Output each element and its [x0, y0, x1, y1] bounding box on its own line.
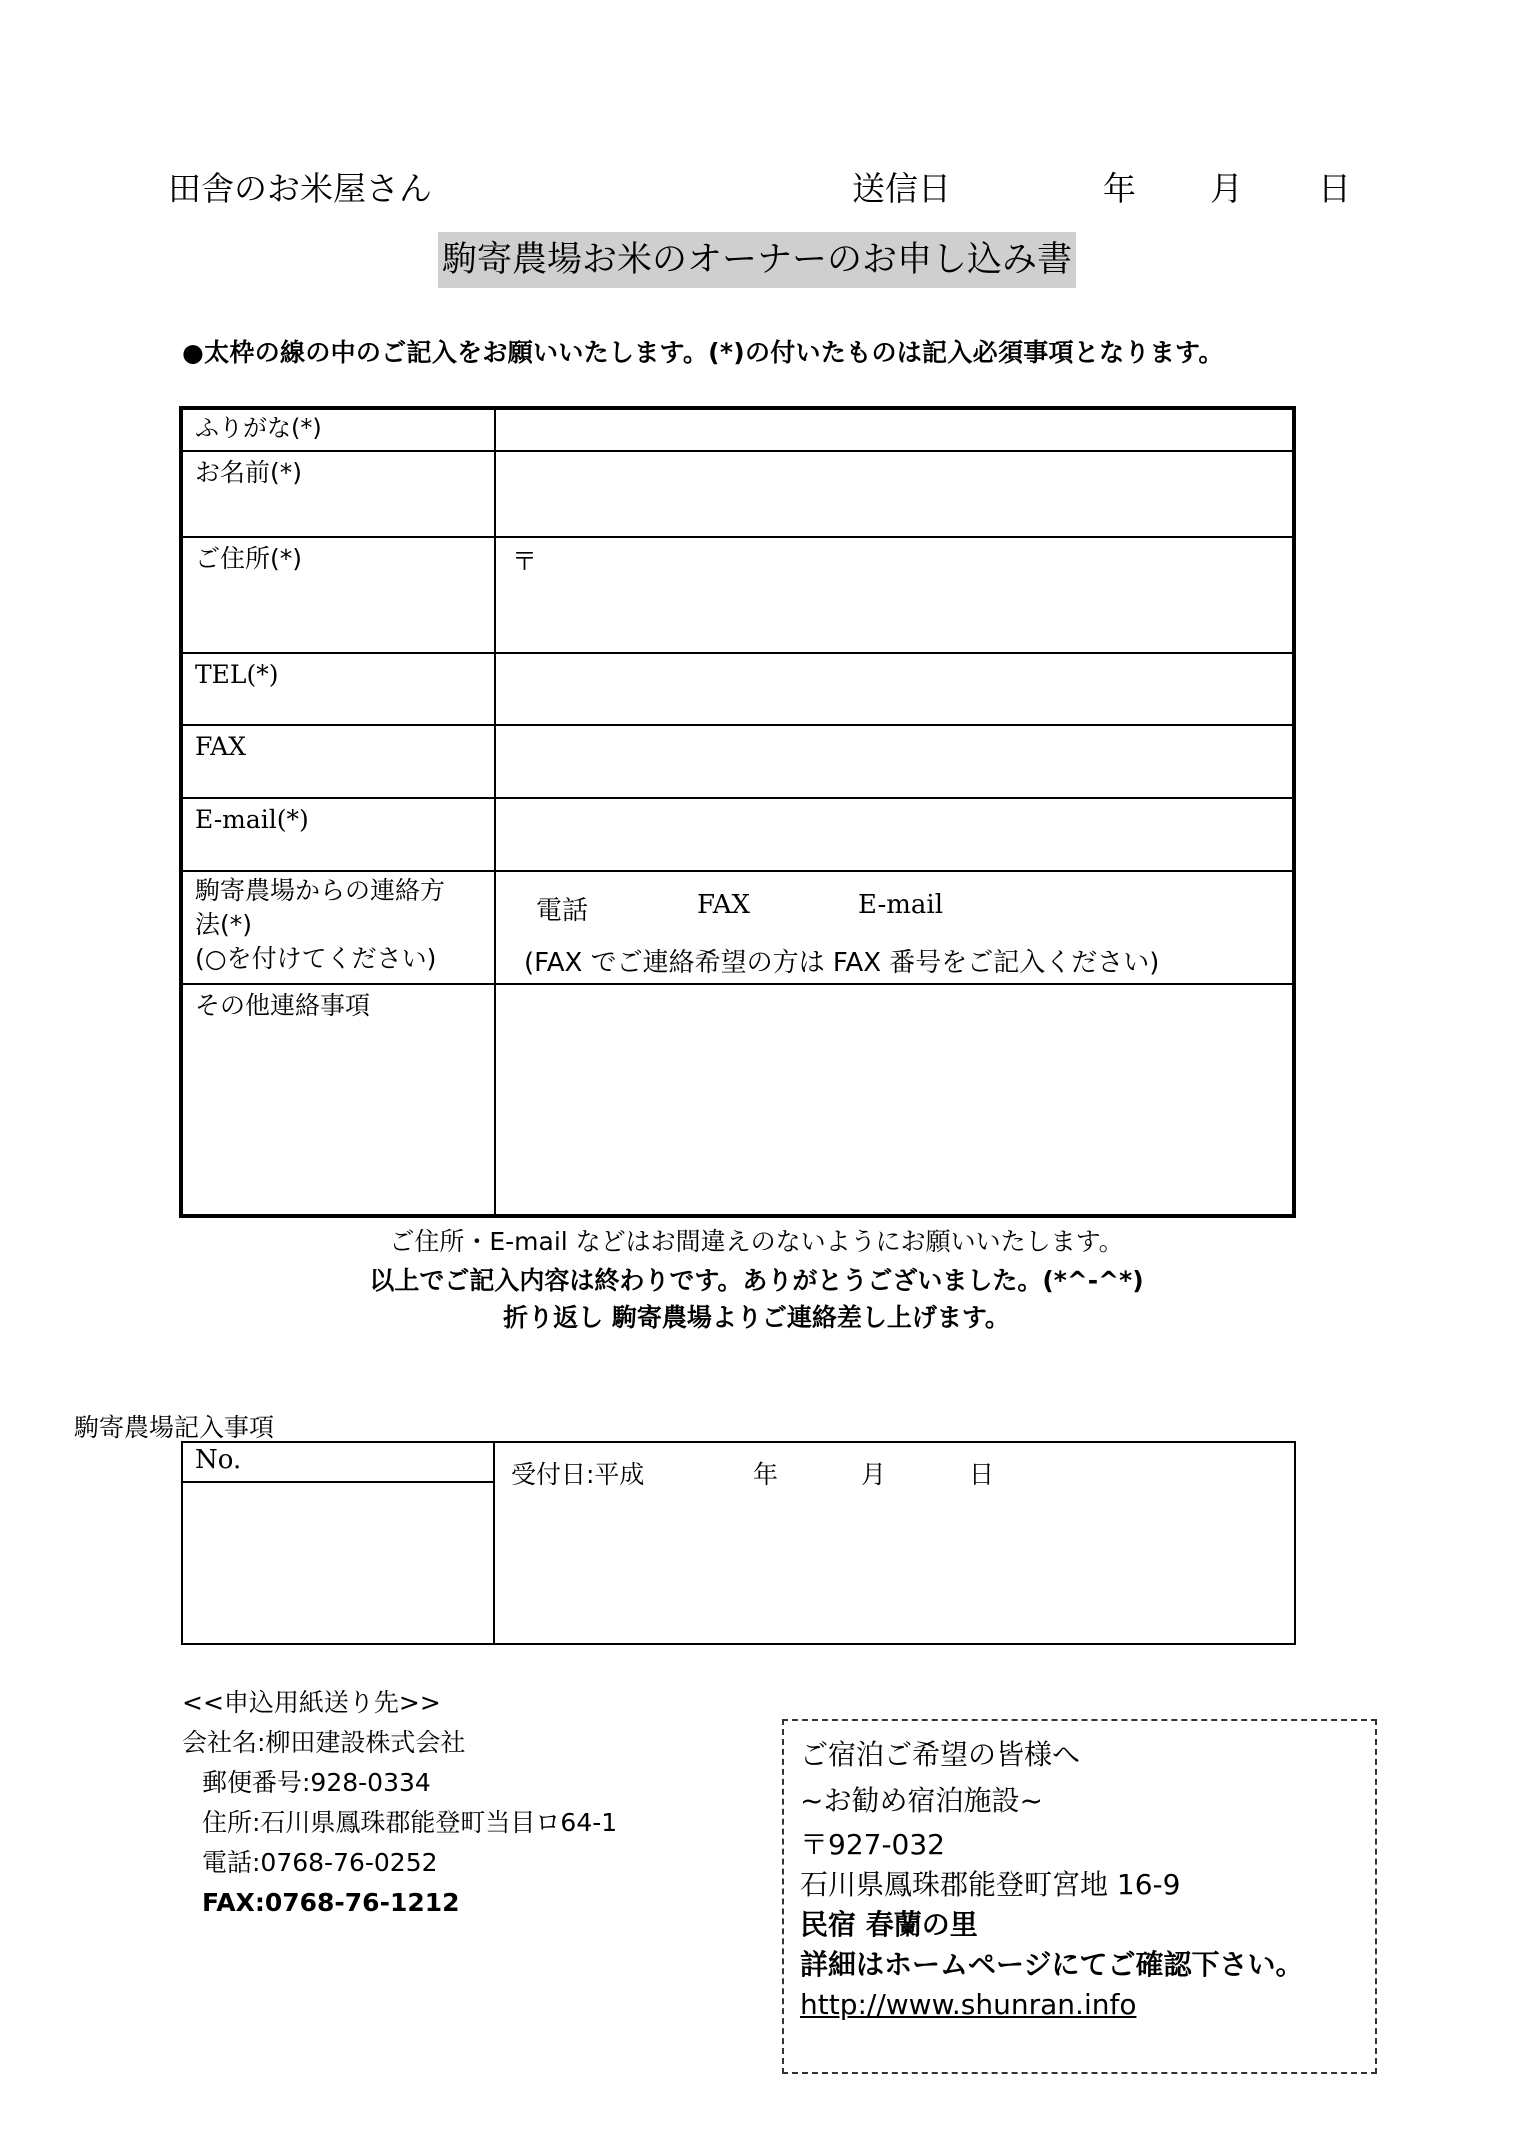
other-field[interactable]: [496, 985, 1292, 1214]
email-field[interactable]: [496, 799, 1292, 870]
sendto-phone: 電話:0768-76-0252: [202, 1848, 438, 1877]
other-label: その他連絡事項: [183, 985, 496, 1214]
send-date-day-label: 日: [1318, 169, 1351, 208]
office-no-column: [183, 1443, 495, 1643]
note-check-input: ご住所・E-mail などはお間違えのないようにお願いいたします。: [389, 1227, 1124, 1256]
lodging-heading: ご宿泊ご希望の皆様へ: [800, 1738, 1081, 1771]
contact-method-label: [183, 872, 496, 983]
furigana-label: ふりがな(*): [183, 410, 496, 450]
office-received-year: 年: [753, 1460, 779, 1489]
row-other: [183, 985, 1292, 1214]
sendto-company: 会社名:柳田建設株式会社: [182, 1728, 466, 1757]
sendto-postal: 郵便番号:928-0334: [202, 1768, 431, 1797]
instruction-text: ●太枠の線の中のご記入をお願いいたします。(*)の付いたものは記入必須事項となります。: [182, 338, 1224, 367]
note-thanks: 以上でご記入内容は終わりです。ありがとうございました。(*^-^*): [369, 1266, 1144, 1295]
contact-method-note: (FAX でご連絡希望の方は FAX 番号をご記入ください): [524, 948, 1160, 978]
row-furigana: [183, 410, 1292, 452]
shop-name: 田舎のお米屋さん: [168, 169, 432, 208]
postal-mark: 〒: [512, 547, 538, 576]
tel-field[interactable]: [496, 654, 1292, 724]
sendto-fax: FAX:0768-76-1212: [202, 1888, 460, 1917]
lodging-postal: 〒927-032: [800, 1828, 945, 1861]
row-email: [183, 799, 1292, 872]
note-reply: 折り返し 駒寄農場よりご連絡差し上げます。: [503, 1303, 1010, 1332]
office-received-label: 受付日:平成: [511, 1460, 645, 1489]
row-tel: [183, 654, 1292, 726]
send-date-month-label: 月: [1210, 169, 1243, 208]
contact-method-field[interactable]: [496, 872, 1292, 983]
lodging-details: 詳細はホームページにてご確認下さい。: [800, 1948, 1304, 1981]
row-address: [183, 538, 1292, 654]
lodging-url-link[interactable]: http://www.shunran.info: [800, 1988, 1137, 2021]
address-label: ご住所(*): [183, 538, 496, 652]
office-received-month: 月: [861, 1460, 887, 1489]
lodging-box: [782, 1719, 1377, 2074]
form-title: 駒寄農場お米のオーナーのお申し込み書: [438, 232, 1076, 288]
tel-label: TEL(*): [183, 654, 496, 724]
row-fax: [183, 726, 1292, 799]
sendto-heading: <<申込用紙送り先>>: [182, 1688, 441, 1717]
furigana-field[interactable]: [496, 410, 1292, 450]
send-date-year-label: 年: [1103, 169, 1136, 208]
contact-option-phone[interactable]: 電話: [536, 896, 589, 926]
application-form-table: [179, 406, 1296, 1218]
name-label: お名前(*): [183, 452, 496, 536]
row-contact-method: [183, 872, 1292, 985]
office-use-table: [181, 1441, 1296, 1645]
contact-method-label-line3: (○を付けてください): [195, 944, 437, 973]
lodging-name: 民宿 春蘭の里: [800, 1908, 978, 1941]
fax-label: FAX: [183, 726, 496, 797]
office-received-day: 日: [969, 1460, 995, 1489]
contact-method-label-line1: 駒寄農場からの連絡方: [195, 876, 446, 905]
row-name: [183, 452, 1292, 538]
email-label: E-mail(*): [183, 799, 496, 870]
name-field[interactable]: [496, 452, 1292, 536]
sendto-block: [182, 1683, 617, 1923]
send-date-label: 送信日: [852, 169, 951, 208]
office-no-header: No.: [183, 1443, 493, 1483]
contact-option-email[interactable]: E-mail: [858, 890, 944, 920]
address-field[interactable]: [496, 538, 1292, 652]
lodging-subheading: ~お勧め宿泊施設~: [800, 1784, 1043, 1817]
contact-option-fax[interactable]: FAX: [697, 890, 751, 920]
contact-method-label-line2: 法(*): [195, 910, 253, 939]
sendto-address: 住所:石川県鳳珠郡能登町当目ロ64-1: [202, 1808, 618, 1837]
lodging-address: 石川県鳳珠郡能登町宮地 16-9: [800, 1868, 1181, 1901]
office-use-label: 駒寄農場記入事項: [74, 1413, 275, 1442]
fax-field[interactable]: [496, 726, 1292, 797]
